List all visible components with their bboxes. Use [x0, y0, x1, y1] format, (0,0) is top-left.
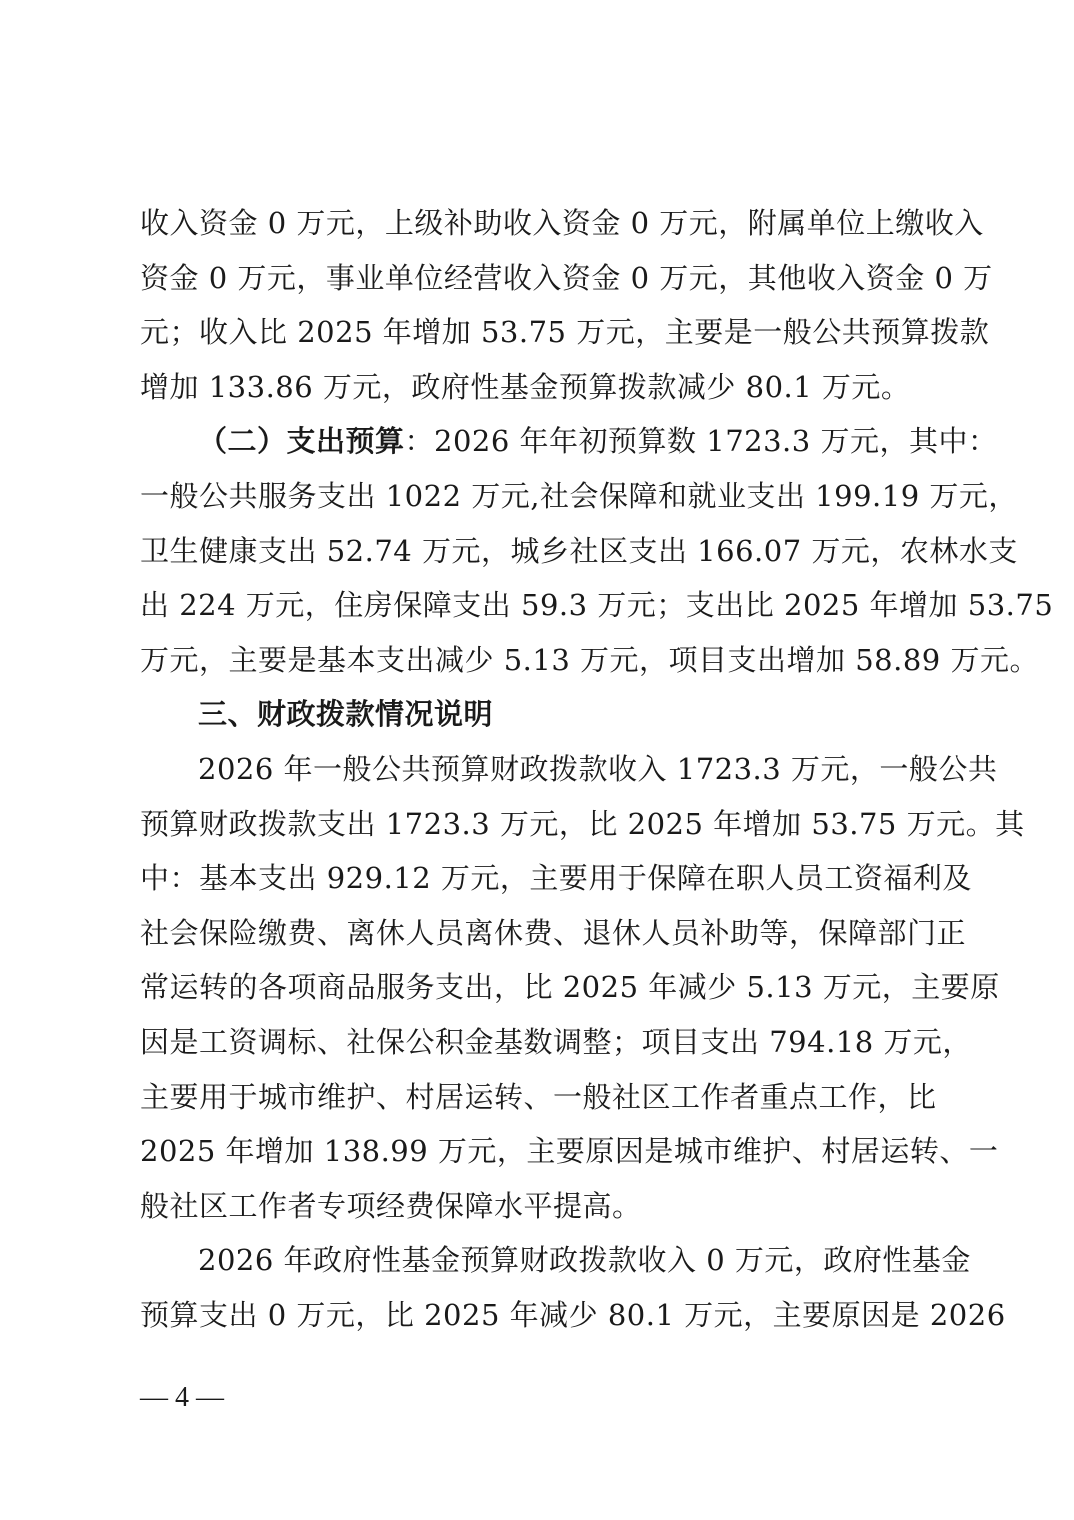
expenditure-budget-line	[140, 414, 998, 469]
text-line: 收入资金 0 万元，上级补助收入资金 0 万元，附属单位上缴收入	[140, 206, 984, 240]
section-heading: 三、财政拨款情况说明	[198, 697, 494, 732]
expenditure-budget-subheading: （二）支出预算	[198, 424, 405, 459]
text-line: 2026 年一般公共预算财政拨款收入 1723.3 万元，一般公共	[198, 751, 998, 786]
text-line: 2025 年增加 138.99 万元，主要原因是城市维护、村居运转、一	[140, 1134, 999, 1169]
text-line: 常运转的各项商品服务支出，比 2025 年减少 5.13 万元，主要原	[140, 970, 1000, 1005]
text-line: 预算财政拨款支出 1723.3 万元，比 2025 年增加 53.75 万元。其	[140, 806, 1025, 841]
text-line: 增加 133.86 万元，政府性基金预算拨款减少 80.1 万元。	[140, 369, 911, 404]
text-line: 元；收入比 2025 年增加 53.75 万元，主要是一般公共预算拨款	[140, 315, 990, 350]
text-line: 主要用于城市维护、村居运转、一般社区工作者重点工作，比	[140, 1079, 937, 1114]
expenditure-budget-summary: ：2026 年年初预算数 1723.3 万元，其中：	[404, 424, 998, 459]
page-number: — 4 —	[140, 1382, 224, 1413]
text-line: 社会保险缴费、离休人员离休费、退休人员补助等，保障部门正	[140, 915, 967, 950]
text-line: 2026 年政府性基金预算财政拨款收入 0 万元，政府性基金	[198, 1243, 971, 1278]
text-line: 一般公共服务支出 1022 万元,社会保障和就业支出 199.19 万元，	[140, 478, 1018, 513]
text-line: 出 224 万元，住房保障支出 59.3 万元；支出比 2025 年增加 53.75	[140, 588, 1054, 623]
text-line: 资金 0 万元，事业单位经营收入资金 0 万元，其他收入资金 0 万	[140, 260, 993, 295]
text-line: 万元，主要是基本支出减少 5.13 万元，项目支出增加 58.89 万元。	[140, 642, 1039, 677]
text-line: 般社区工作者专项经费保障水平提高。	[140, 1188, 642, 1223]
text-line: 因是工资调标、社保公积金基数调整；项目支出 794.18 万元，	[140, 1024, 972, 1059]
text-line: 卫生健康支出 52.74 万元，城乡社区支出 166.07 万元，农林水支	[140, 533, 1018, 568]
text-line: 预算支出 0 万元，比 2025 年减少 80.1 万元，主要原因是 2026	[140, 1297, 1006, 1332]
document-body	[140, 196, 1054, 1342]
text-line: 中：基本支出 929.12 万元，主要用于保障在职人员工资福利及	[140, 861, 972, 896]
